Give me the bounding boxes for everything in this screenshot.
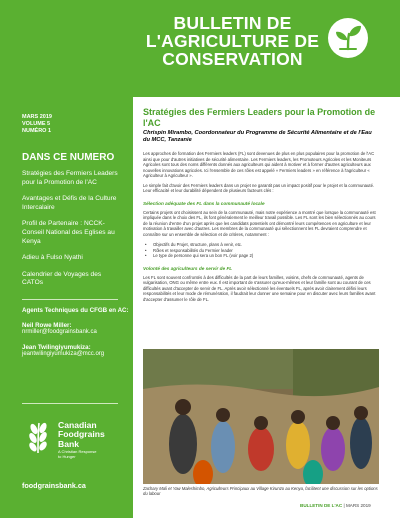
contact-name: Jean Twilingiyumukiza:: [22, 343, 91, 351]
photo-caption: Zachary Mali et Yaw Maleshimbo, Agriculteurs Principaux au Village Kirunzo au Kenya, facilitent une discussion sur les options du labour: [143, 486, 378, 497]
article-byline: Chrispin Mirambo, Coordonnateur du Programme de Sécurité Alimentaire et de l'Eau du MCC, Tanzanie: [143, 130, 372, 143]
divider: [22, 403, 118, 404]
issue-volume: VOLUME 5: [22, 121, 51, 127]
article-paragraph: Certains projets ont choisissent au sein de la communauté, mais notre expérience a montré que lorsque la communauté est impliquée dans le choix des FL, ils font généralement le meilleur travail possible. Les FL sont les bien sélectionnés au cours de la réunion d'entre d'un projet après que les candidats potentiels ont démontré leurs compétences en agriculture et leur motivation à travailler avec d'autres. Les membres de la communauté qui sélectionnent les FL devraient comprendre et connaître sur un ensemble de sélection et de critères, notamment :: [143, 209, 376, 237]
section-heading: Sélection adéquate des FL dans la communauté locale: [143, 200, 265, 206]
issue-info: [22, 114, 52, 135]
divider: [22, 299, 118, 300]
contact-item: [22, 322, 132, 337]
title-line-3: CONSERVATION: [162, 49, 303, 69]
article: [143, 107, 379, 302]
bullet-item: • Objectifs du Projet, structure, plans à venir, etc.: [145, 242, 379, 248]
footer-label: BULLETIN DE L'AC: [300, 503, 343, 508]
contents-list: [22, 170, 122, 296]
bullet-list: [143, 242, 379, 259]
footer-separator: |: [342, 503, 346, 508]
contents-item[interactable]: Adieu à Fulso Nyathi: [22, 254, 83, 262]
org-tagline: [58, 450, 96, 460]
page-footer: [300, 503, 371, 508]
contact-name: Neil Rowe Miller:: [22, 321, 72, 329]
contents-item[interactable]: Stratégies des Fermiers Leaders pour la Promotion de l'AC: [22, 170, 118, 186]
contents-item[interactable]: Calendrier de Voyages des CATOs: [22, 270, 102, 287]
contact-item: [22, 307, 132, 315]
contents-item[interactable]: Avantages et Défis de la Culture Intercalaire: [22, 195, 117, 211]
farmers-meeting-photo: [143, 349, 379, 484]
section-heading: Volonté des agriculteurs de servir de FL: [143, 265, 233, 271]
title-line-1: BULLETIN DE: [173, 13, 292, 33]
contents-heading: DANS CE NUMERO: [22, 152, 115, 163]
issue-number: NUMÉRO 1: [22, 128, 52, 134]
org-tagline-line: A Christian Response: [58, 449, 97, 454]
bulletin-title: [145, 14, 320, 68]
contact-heading: Agents Techniques du CFGB en AC:: [22, 307, 129, 314]
org-name: [58, 421, 105, 449]
contact-email[interactable]: nrmiller@foodgrainsbank.ca: [22, 329, 97, 335]
bullet-item: • Rôles et responsabilités du Fermier leader: [145, 248, 379, 254]
org-name-line: Bank: [58, 438, 80, 449]
contact-email[interactable]: jeantwilingiyumukiza@mcc.org: [22, 351, 105, 357]
article-paragraph: Le simple fait d'avoir des Fermiers leaders dans un projet ne garantit pas un impact positif pour le projet et la communauté. Leur efficacité et leur durabilité dépendent de plusieurs facteurs clés :: [143, 182, 375, 194]
contacts: [22, 307, 132, 366]
article-paragraph: Les FL sont souvent confrontés à des difficultés de la part de leurs familles, voisins, chefs de communauté, agents de vulgarisation, ONG ou même entre eux. Il est important de s'assurer qu'eux-mêmes et leur famille sont au courant de ces difficultés avant d'accepter de servir de FL. Après avoir sélectionné les éventuels FL, après avoir clairement défini leurs responsabilités et leur mode de rémunération, il faudrait leur donner une semaine pour en discuter avec leurs familles avant d'accepter d'assumer le rôle de FL.: [143, 274, 376, 302]
org-name-line: Canadian: [58, 420, 97, 430]
footer-date: MARS 2019: [345, 503, 371, 508]
issue-date: MARS 2019: [22, 114, 52, 120]
article-paragraph: Les approches de formation des Fermiers leaders (FL) sont devenues de plus en plus populaires pour la promotion de l'AC ainsi que pour d'autres initiatives de sécurité alimentaire. Les Fermiers leaders, les Promoteurs Agricoles et les Moniteurs Agricoles sont tous des noms différents donnés aux agriculteurs qui aident à motiver et à former d'autres agriculteurs aux nouvelles innovations agricoles. Ici l'ensemble de ces rôles est appelé « Fermiers leaders » en référence à l'agriculteur « Agriculteur à Agriculteur ».: [143, 151, 375, 179]
contact-item: [22, 344, 132, 359]
masthead: [0, 0, 400, 97]
sidebar: [0, 97, 133, 518]
org-tagline-line: to Hunger: [58, 453, 76, 459]
wheat-logo-icon: [22, 419, 54, 455]
title-line-2: L'AGRICULTURE DE: [145, 31, 320, 51]
bullet-item: • Le type de personne qui sera un bon FL (voir page 2): [145, 253, 379, 259]
website-link[interactable]: foodgrainsbank.ca: [22, 481, 86, 490]
contents-item[interactable]: Profil de Partenaire : NCCK-Conseil National des Eglises au Kenya: [22, 220, 115, 245]
seedling-logo-icon: [328, 18, 368, 58]
org-name-line: Foodgrains: [58, 429, 105, 440]
article-title: Stratégies des Fermiers Leaders pour la Promotion de l'AC: [143, 107, 376, 128]
